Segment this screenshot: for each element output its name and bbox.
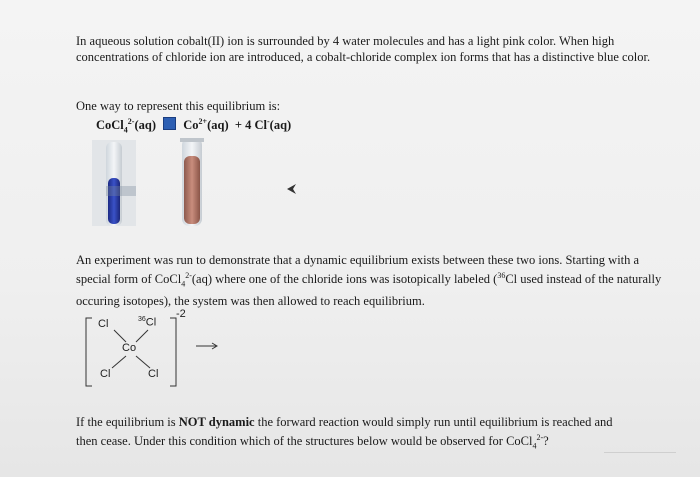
reaction-arrow-icon — [196, 341, 218, 351]
test-tubes-image — [84, 138, 224, 230]
pink-tube-rim — [180, 138, 204, 142]
product-cobalt-charge: 2+ — [198, 117, 208, 126]
intro-paragraph: In aqueous solution cobalt(II) ion is surrounded by 4 water molecules and has a light pink color. When high concentrations of chloride ion are introduced, a cobalt-chloride complex ion forms that has a distinctive blue color. — [76, 34, 651, 64]
question-text-c: ? — [543, 434, 549, 449]
product-chloride: + 4 Cl — [234, 118, 267, 133]
question-text-b: the forward reaction would simply run until equilibrium is reached and then cease. Under this condition which of the structures below would be observed for CoCl — [76, 415, 613, 449]
question-charge: 2- — [536, 433, 544, 442]
question-emphasis: NOT dynamic — [178, 415, 255, 429]
reactant-state: (aq) — [134, 118, 156, 133]
product-cobalt-state: (aq) — [207, 118, 229, 133]
experiment-charge: 2- — [185, 271, 192, 280]
chlorine-bottom-right: Cl — [148, 368, 159, 380]
question-paragraph — [76, 414, 636, 455]
experiment-paragraph — [76, 252, 676, 309]
experiment-text-b: (aq) where one of the chloride ions was isotopically labeled ( — [191, 272, 498, 287]
structure-charge: -2 — [176, 308, 186, 320]
product-cobalt: Co — [183, 118, 199, 133]
cobalt-center: Co — [122, 342, 137, 354]
reactant-charge: 2- — [127, 117, 135, 126]
blue-tube-reflection — [106, 186, 136, 196]
reactant-formula: CoCl — [96, 118, 124, 133]
equilibrium-lead-text: One way to represent this equilibrium is: — [76, 99, 281, 113]
question-text-a: If the equilibrium is — [76, 415, 179, 429]
chlorine-36-top-right — [138, 316, 156, 329]
chlorine-36-label: Cl — [145, 316, 157, 329]
isotope-label: 36 — [138, 316, 146, 323]
chlorine-top-left: Cl — [98, 318, 109, 330]
isotope-mass: 36 — [497, 271, 506, 280]
product-chloride-state: (aq) — [269, 118, 292, 133]
experiment-text-a: An experiment was run to demonstrate that a dynamic equilibrium exists between these two ions. Starting with a special form of CoCl — [76, 253, 640, 287]
reactant-subscript: 4 — [123, 125, 128, 135]
blue-solution — [108, 178, 120, 224]
experiment-subscript: 4 — [181, 279, 186, 289]
equilibrium-arrows-icon — [163, 117, 176, 130]
mouse-cursor-icon — [286, 182, 298, 196]
cobalt-chloride-structure — [80, 310, 192, 390]
product-chloride-charge: - — [266, 117, 270, 126]
divider-line — [604, 452, 676, 453]
pink-solution — [184, 156, 200, 224]
experiment-text-c: Cl used instead of the naturally occuring isotopes), the system was then allowed to reach equilibrium. — [76, 272, 662, 308]
question-subscript: 4 — [532, 441, 537, 451]
equilibrium-equation — [96, 117, 291, 135]
chlorine-bottom-left: Cl — [100, 368, 111, 380]
